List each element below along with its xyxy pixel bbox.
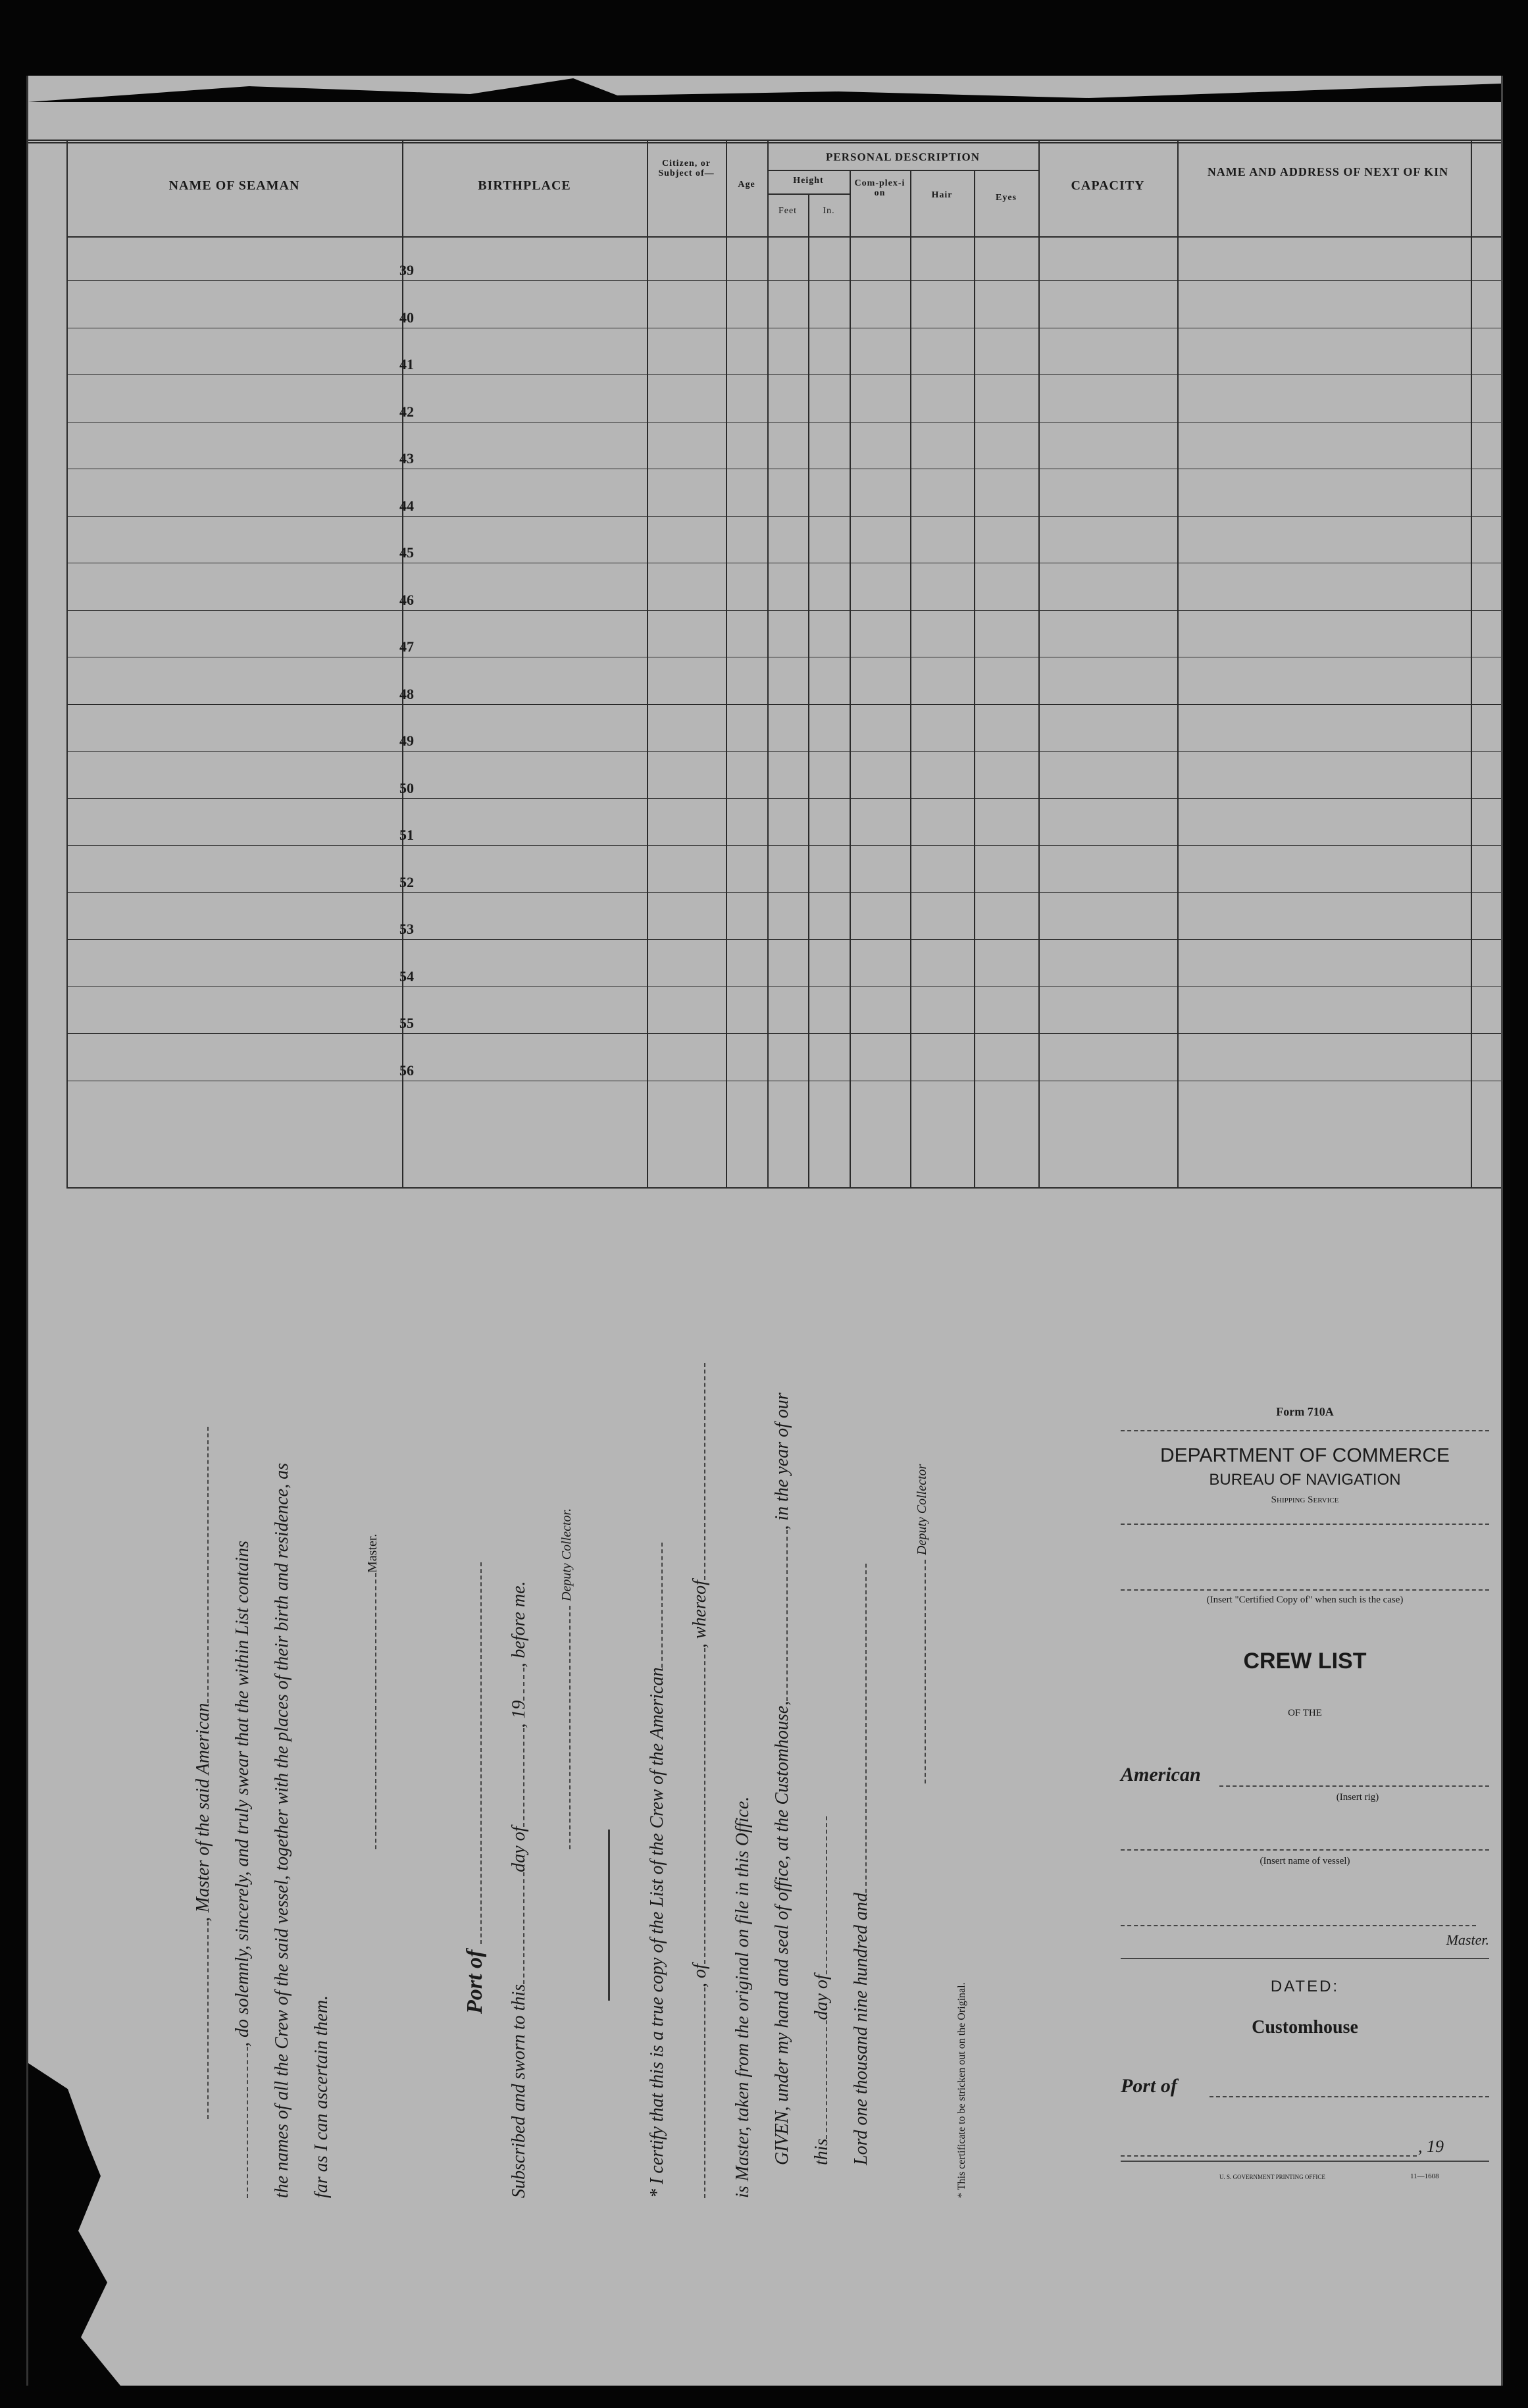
table-row — [68, 374, 1501, 375]
header-name-of-seaman: NAME OF SEAMAN — [168, 178, 300, 193]
row-number: 50 — [399, 779, 414, 796]
table-row — [68, 1033, 1501, 1034]
table-row — [68, 939, 1501, 940]
certify-vessel-blank[interactable] — [647, 1543, 663, 1668]
header-personal-description: PERSONAL DESCRIPTION — [826, 151, 980, 163]
table-row — [68, 986, 1501, 987]
form-number: Form 710A — [1276, 1405, 1334, 1418]
header-bottom-rule — [68, 236, 1501, 238]
header-next-of-kin: NAME AND ADDRESS OF NEXT OF KIN — [1207, 165, 1449, 178]
table-row — [68, 892, 1501, 893]
of-line: , of, whereof — [690, 1363, 711, 2198]
given-line: GIVEN, under my hand and seal of office, at the Customhouse,, in the year of our — [772, 1393, 792, 2165]
dated-label: DATED: — [1270, 1978, 1340, 1995]
day-blank[interactable] — [509, 1872, 524, 1984]
col-rule — [1038, 140, 1040, 1189]
month-blank[interactable] — [509, 1728, 524, 1827]
oath-section — [193, 1336, 1173, 2198]
service-title: Shipping Service — [1271, 1495, 1339, 1505]
of-blank-1[interactable] — [690, 1987, 705, 2198]
ascertain-line: far as I can ascertain them. — [311, 1995, 332, 2198]
table-bottom-rule — [68, 1187, 1501, 1189]
header-inches: In. — [823, 206, 835, 216]
rule — [1121, 1958, 1489, 1959]
port-of-line: Port of — [463, 1562, 488, 2014]
row-number: 56 — [399, 1062, 414, 1079]
lord-line: Lord one thousand nine hundred and — [851, 1564, 872, 2165]
header-height: Height — [793, 176, 824, 186]
year-text-blank[interactable] — [851, 1564, 867, 1893]
table-row — [68, 845, 1501, 846]
row-number: 44 — [399, 497, 414, 514]
vessel-name-blank[interactable] — [1121, 1849, 1489, 1851]
american-label: American — [1121, 1764, 1201, 1785]
port-blank[interactable] — [1210, 2096, 1489, 2097]
col-rule — [1471, 140, 1472, 1189]
row-number: 45 — [399, 544, 414, 561]
customhouse-label: Customhouse — [1252, 2017, 1358, 2037]
bureau-title: BUREAU OF NAVIGATION — [1209, 1471, 1401, 1489]
print-code: 11—1608 — [1410, 2172, 1439, 2180]
deputy-collector-line-1: Deputy Collector. — [555, 1508, 576, 1849]
table-row — [68, 280, 1501, 281]
rule — [1121, 2161, 1489, 2162]
deputy-signature-blank-1[interactable] — [555, 1606, 571, 1849]
header-feet: Feet — [778, 206, 798, 216]
year-blank[interactable] — [509, 1668, 524, 1701]
day-of-blank[interactable] — [811, 1816, 827, 1974]
crew-line: the names of all the Crew of the said vessel, together with the places of their birth and residence, as — [272, 1463, 292, 2198]
table-row — [68, 610, 1501, 611]
row-number: 41 — [399, 356, 414, 372]
deputy-signature-blank-2[interactable] — [910, 1560, 926, 1783]
col-rule — [726, 140, 727, 1189]
swear-line: , do solemnly, sincerely, and truly swear that the within List contains — [232, 1541, 253, 2198]
header-citizen: Citizen, or Subject of— — [658, 159, 715, 178]
separator — [594, 1830, 615, 2001]
table-top-rule — [28, 140, 1501, 141]
table-row — [68, 798, 1501, 799]
printer-imprint: U. S. GOVERNMENT PRINTING OFFICE — [1219, 2174, 1325, 2180]
table-row — [68, 704, 1501, 705]
this-blank[interactable] — [811, 2020, 827, 2139]
col-rule — [910, 170, 911, 1189]
col-rule — [808, 193, 809, 1189]
master-signature-blank[interactable] — [361, 1573, 376, 1849]
master-signature-line: Master. — [361, 1534, 382, 1849]
master-name-blank[interactable] — [193, 1922, 209, 2119]
row-number: 51 — [399, 827, 414, 843]
table-row — [68, 422, 1501, 423]
rule — [1121, 1524, 1489, 1525]
col-rule — [1177, 140, 1179, 1189]
of-the: OF THE — [1288, 1708, 1322, 1718]
row-number: 46 — [399, 591, 414, 608]
row-number: 48 — [399, 685, 414, 702]
table-row — [68, 751, 1501, 752]
header-birthplace: BIRTHPLACE — [478, 178, 571, 193]
header-hair: Hair — [931, 190, 953, 200]
department-title: DEPARTMENT OF COMMERCE — [1159, 1445, 1450, 1466]
col-rule — [767, 140, 769, 1189]
certified-copy-blank[interactable] — [1121, 1589, 1489, 1591]
torn-corner — [28, 2063, 160, 2386]
col-rule — [974, 170, 975, 1189]
form-page — [26, 76, 1503, 2386]
crew-list-title: CREW LIST — [1243, 1649, 1367, 1674]
header-capacity: CAPACITY — [1071, 178, 1145, 193]
year-label: , 19 — [1418, 2137, 1444, 2156]
header-eyes: Eyes — [996, 193, 1017, 203]
rule — [1121, 1430, 1489, 1431]
table-row — [68, 516, 1501, 517]
row-number: 47 — [399, 638, 414, 655]
whereof-blank[interactable] — [690, 1363, 705, 1580]
col-rule — [647, 140, 648, 1189]
row-number: 49 — [399, 732, 414, 749]
row-number: 53 — [399, 921, 414, 937]
deputy-collector-line-2: Deputy Collector — [910, 1464, 931, 1783]
of-blank-2[interactable] — [690, 1648, 705, 1964]
this-day-line: thisday of — [811, 1816, 832, 2165]
personal-description-rule — [767, 170, 1038, 171]
height-rule — [767, 193, 850, 195]
torn-top-edge — [28, 76, 1501, 102]
master-line: , Master of the said American — [193, 1427, 214, 2119]
col-rule — [66, 140, 68, 1189]
cover-panel — [1121, 1405, 1489, 2208]
is-master-line: is Master, taken from the original on file in this Office. — [732, 1796, 753, 2198]
customhouse-blank[interactable] — [772, 1530, 788, 1701]
footnote: * This certificate to be stricken out on the Original. — [956, 1982, 967, 2198]
row-number: 52 — [399, 873, 414, 890]
header-age: Age — [738, 180, 755, 190]
insert-rig-hint: (Insert rig) — [1336, 1792, 1379, 1803]
master-label: Master. — [1446, 1932, 1489, 1948]
vessel-blank[interactable] — [193, 1427, 209, 1703]
row-number: 39 — [399, 262, 414, 278]
certify-line: * I certify that this is a true copy of the List of the Crew of the American — [647, 1543, 668, 2198]
col-rule — [850, 170, 851, 1189]
port-blank[interactable] — [466, 1562, 482, 1944]
row-number: 43 — [399, 450, 414, 467]
row-number: 40 — [399, 309, 414, 326]
row-number: 42 — [399, 403, 414, 420]
row-number: 54 — [399, 967, 414, 985]
header-complexion: Com-plex-ion — [854, 178, 905, 198]
subscribed-line: Subscribed and sworn to thisday of, 19, before me. — [509, 1581, 529, 2198]
port-of-label: Port of — [1121, 2075, 1177, 2097]
table-top-rule-2 — [28, 142, 1501, 143]
master-name-blank[interactable] — [1121, 1925, 1476, 1926]
insert-name-hint: (Insert name of vessel) — [1260, 1856, 1350, 1866]
insert-certified-hint: (Insert "Certified Copy of" when such is the case) — [1206, 1595, 1404, 1605]
row-number: 55 — [399, 1015, 414, 1031]
rig-blank[interactable] — [1219, 1785, 1489, 1787]
swear-blank[interactable] — [232, 2047, 248, 2198]
date-blank[interactable] — [1121, 2155, 1417, 2157]
